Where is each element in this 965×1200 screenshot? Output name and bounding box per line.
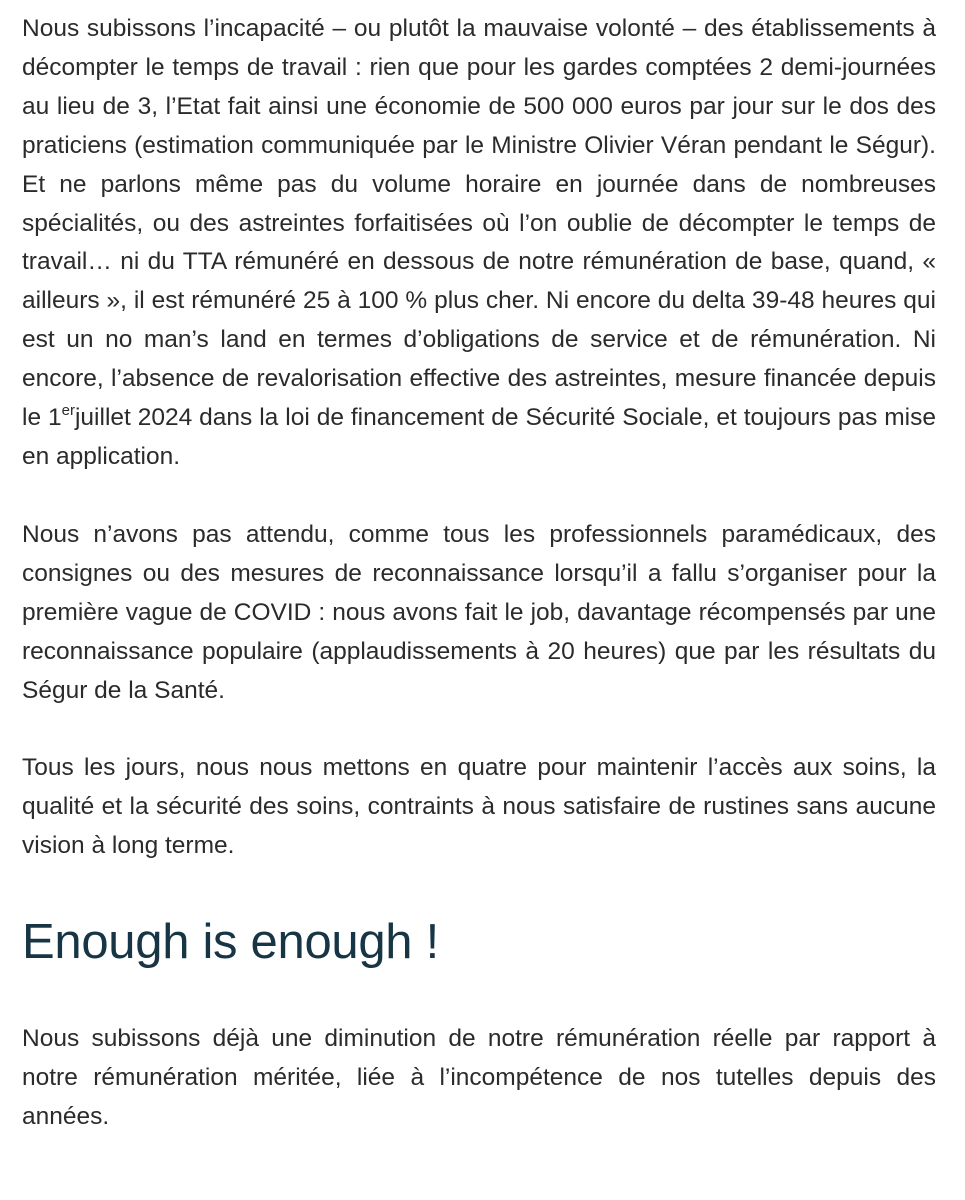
paragraph-daily-effort: Tous les jours, nous nous mettons en quatre pour maintenir l’accès aux soins, la qualité et la sécurité des soins, contraints à nous satisfaire de rustines sans aucune vision à long terme.	[22, 754, 936, 860]
paragraph-covid: Nous n’avons pas attendu, comme tous les professionnels paramédicaux, des consignes ou des mesures de reconnaissance lorsqu’il a fallu s’organiser pour la première vague de COVID : nous avons fait le job, davantage récompensés par une reconnaissance populaire (applaudissements à 20 heures) que par les résultats du Ségur de la Santé.	[22, 520, 936, 704]
paragraph-working-time-text: Nous subissons l’incapacité – ou plutôt la mauvaise volonté – des établissements à décompter le temps de travail : rien que pour les gardes comptées 2 demi-journées au lieu de 3, l’Etat fait ainsi une économie de 500 000 euros par jour sur le dos des praticiens (estimation communiquée par le Ministre Olivier Véran pendant le Ségur). Et ne parlons même pas du volume horaire en journée dans de nombreuses spécialités, ou des astreintes forfaitisées où l’on oublie de décompter le temps de travail… ni du TTA rémunéré en dessous de notre rémunération de base, quand, « ailleurs », il est rémunéré 25 à 100 % plus cher. Ni encore du delta 39-48 heures qui est un no man’s land en termes d’obligations de service et de rémunération. Ni encore, l’absence de revalorisation effective des astreintes, mesure financée depuis le 1	[22, 15, 936, 432]
section-heading: Enough is enough !	[22, 915, 439, 970]
paragraph-working-time	[22, 10, 936, 477]
article-body	[22, 10, 936, 1137]
ordinal-superscript: er	[61, 402, 75, 420]
paragraph-remuneration: Nous subissons déjà une diminution de notre rémunération réelle par rapport à notre rémunération méritée, liée à l’incompétence de nos tutelles depuis des années.	[22, 1025, 936, 1130]
paragraph-working-time-end: juillet 2024 dans la loi de financement de Sécurité Sociale, et toujours pas mise en application.	[22, 404, 936, 470]
